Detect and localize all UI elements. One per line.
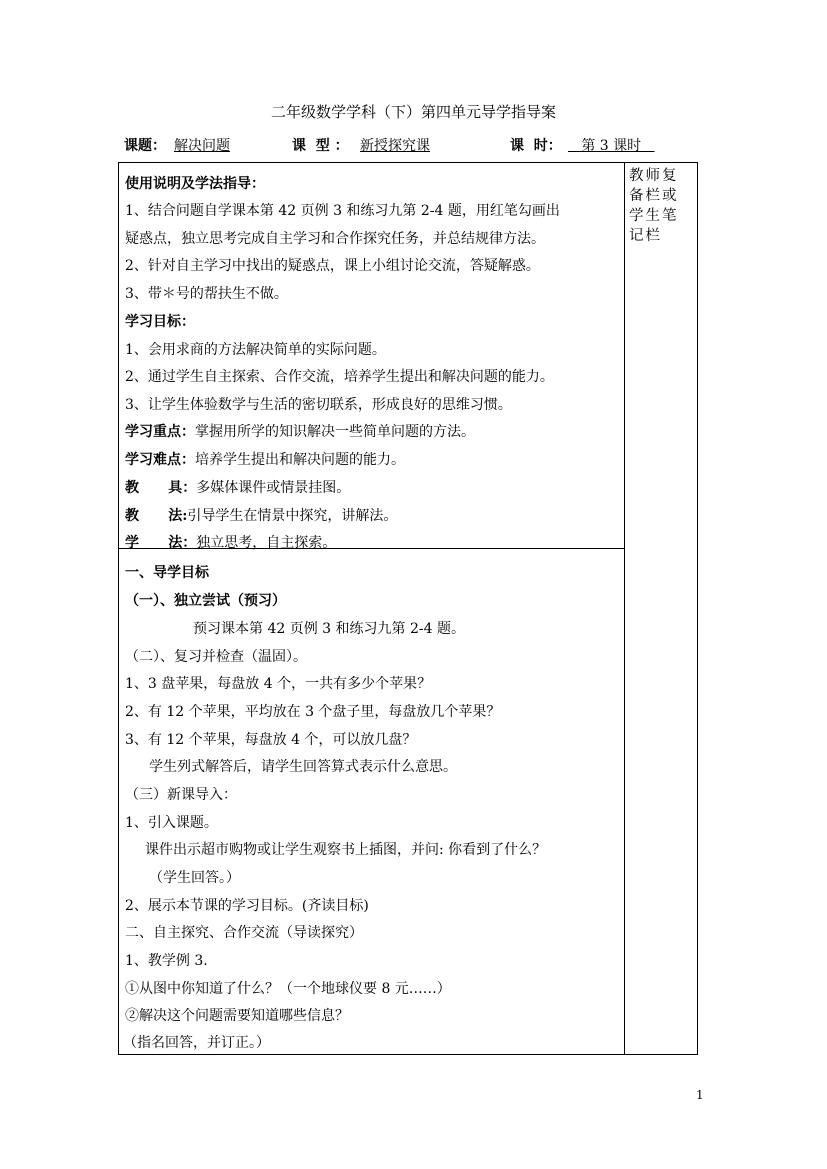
learn-text: 独立思考，自主探索。	[196, 535, 337, 551]
learn-label: 学 法：	[125, 535, 197, 551]
review-question-1: 1、3 盘苹果，每盘放 4 个，一共有多少个苹果？	[125, 676, 432, 692]
learn-row	[125, 533, 336, 553]
example-question-1: ①从图中你知道了什么？（一个地球仪要 8 元……）	[125, 981, 451, 997]
example-note: （指名回答，并订正。）	[123, 1035, 270, 1051]
topic-value: 解决问题	[174, 138, 230, 154]
part-two-heading: 二、自主探究、合作交流（导读探究）	[125, 925, 363, 941]
answer-note: 学生列式解答后，请学生回答算式表示什么意思。	[149, 759, 457, 775]
example-item-1: 1、教学例 3.	[125, 953, 208, 969]
period-value: 第 3 课时	[568, 138, 655, 154]
usage-item-1a: 1、结合问题自学课本第 42 页例 3 和练习九第 2-4 题，用红笔勾画出	[125, 203, 560, 219]
intro-item-2: 2、展示本节课的学习目标。(齐读目标)	[125, 898, 369, 914]
topic-label: 课题：	[124, 138, 166, 154]
type-label: 课 型 ：	[292, 138, 349, 154]
teach-row	[125, 506, 397, 526]
focus-row	[125, 422, 475, 442]
goal-item-3: 3、让学生体验数学与生活的密切联系，形成良好的思维习惯。	[125, 397, 512, 413]
guide-sub-3: （三）新课导入：	[125, 787, 237, 803]
column-divider	[624, 163, 625, 1054]
review-question-2: 2、有 12 个苹果，平均放在 3 个盘子里，每盘放几个苹果？	[125, 704, 501, 720]
difficulty-row	[125, 450, 405, 470]
lesson-table	[118, 162, 698, 1055]
guide-sub-2: （二）、复习并检查（温固）。	[125, 649, 307, 665]
intro-text: 课件出示超市购物或让学生观察书上插图，并问: 你看到了什么？	[145, 842, 547, 858]
usage-item-2: 2、针对自主学习中找出的疑惑点，课上小组讨论交流，答疑解惑。	[125, 258, 540, 274]
lesson-header	[124, 135, 704, 155]
goals-heading: 学习目标：	[125, 314, 195, 330]
goal-item-1: 1、会用求商的方法解决简单的实际问题。	[125, 342, 386, 358]
goal-item-2: 2、通过学生自主探索、合作交流，培养学生提出和解决问题的能力。	[125, 369, 554, 385]
tools-row	[125, 478, 350, 498]
difficulty-text: 培养学生提出和解决问题的能力。	[195, 452, 405, 468]
page-number: 1	[696, 1088, 704, 1102]
preview-text: 预习课本第 42 页例 3 和练习九第 2-4 题。	[193, 621, 465, 637]
teacher-notes-column-label: 教师复备栏或学生笔记栏	[629, 168, 679, 244]
usage-heading: 使用说明及学法指导：	[125, 176, 265, 192]
difficulty-label: 学习难点：	[125, 452, 195, 468]
tools-text: 多媒体课件或情景挂图。	[196, 480, 351, 496]
focus-text: 掌握用所学的知识解决一些简单问题的方法。	[195, 424, 475, 440]
teach-text: 引导学生在情景中探究，讲解法。	[187, 508, 398, 524]
type-value: 新授探究课	[360, 138, 430, 154]
usage-item-3: 3、带＊号的帮扶生不做。	[125, 286, 288, 302]
example-question-2: ②解决这个问题需要知道哪些信息？	[125, 1008, 349, 1024]
usage-item-1b: 疑惑点，独立思考完成自主学习和合作探究任务，并总结规律方法。	[125, 231, 545, 247]
focus-label: 学习重点：	[125, 424, 195, 440]
teach-label: 教 法:	[125, 508, 188, 524]
intro-reply: （学生回答。）	[149, 870, 240, 886]
guide-sub-1: （一）、独立尝试（预习）	[125, 593, 286, 609]
guide-heading: 一、导学目标	[125, 565, 209, 581]
intro-item-1: 1、引入课题。	[125, 815, 218, 831]
review-question-3: 3、有 12 个苹果，每盘放 4 个，可以放几盘？	[125, 732, 417, 748]
document-title: 二年级数学学科（下）第四单元导学指导案	[270, 103, 556, 121]
period-label: 课 时：	[510, 138, 562, 154]
tools-label: 教 具：	[125, 480, 197, 496]
